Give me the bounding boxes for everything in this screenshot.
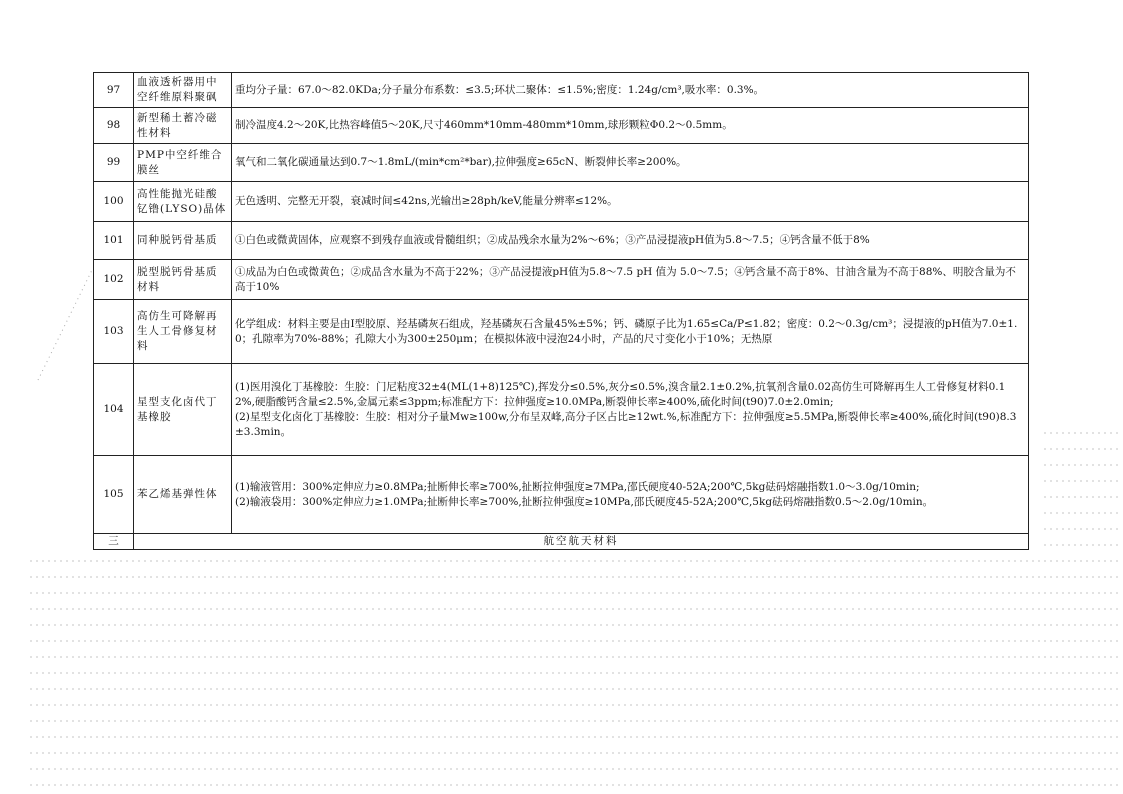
spec-text: 氧气和二氧化碳通量达到0.7～1.8mL/(min*cm²*bar),拉伸强度≥65cN、断裂伸长率≥200%。 [235,156,687,168]
material-spec [232,456,1029,534]
row-number: 104 [94,364,134,456]
material-name: 高仿生可降解再生人工骨修复材料 [134,300,232,364]
table-row [94,364,1029,456]
table-row [94,144,1029,182]
spec-text: (1)输液管用：300%定伸应力≥0.8MPa;扯断伸长率≥700%,扯断拉伸强度≥7MPa,邵氏硬度40-52A;200℃,5kg砝码熔融指数1.0～3.0g/10min; [235,480,920,493]
spec-text: (1)医用溴化丁基橡胶：生胶：门尼粘度32±4(ML(1+8)125℃),挥发分≤0.5%,灰分≤0.5%,溴含量2.1±0.2%,抗氧剂含量0.02高仿生可降解再生人工骨修复材料0.12%,硬脂酸钙含量≤2.5%,金属元素≤3ppm;标准配方下：拉伸强度≥10.0MPa,断裂伸长率≥400%,硫化时间(t90)7.0±2.0min; [235,380,1006,408]
table-row [94,260,1029,300]
table-row [94,73,1029,108]
material-spec [232,144,1029,182]
row-number: 98 [94,108,134,144]
material-spec [232,182,1029,222]
table-row [94,222,1029,260]
material-spec [232,73,1029,108]
material-name: 血液透析器用中空纤维原料聚砜 [134,73,232,108]
material-name: 苯乙烯基弹性体 [134,456,232,534]
material-name: 脱型脱钙骨基质材料 [134,260,232,300]
table-row [94,182,1029,222]
materials-table [93,72,1029,550]
section-row [94,534,1029,550]
spec-text: 化学组成：材料主要是由Ⅰ型胶原、羟基磷灰石组成，羟基磷灰石含量45%±5%；钙、磷原子比为1.65≤Ca/P≤1.82；密度：0.2～0.3g/cm³；浸提液的pH值为7.0±1.0；孔隙率为70%-88%；孔隙大小为300±250μm；在模拟体液中浸泡24小时，产品的尺寸变化小于10%；无热原 [235,317,1018,345]
spec-text: (2)星型支化卤化丁基橡胶：生胶：相对分子量Mw≥100w,分布呈双峰,高分子区占比≥12wt.%,标准配方下：拉伸强度≥5.5MPa,断裂伸长率≥400%,硫化时间(t90)8.3±3.3min。 [235,410,1017,438]
material-name: PMP中空纤维合膜丝 [134,144,232,182]
table-row [94,300,1029,364]
row-number: 99 [94,144,134,182]
table-row [94,456,1029,534]
material-spec [232,300,1029,364]
material-spec [232,222,1029,260]
spec-text: ①成品为白色或微黄色；②成品含水量为不高于22%；③产品浸提液pH值为5.8～7.5 pH 值为 5.0～7.5；④钙含量不高于8%、甘油含量为不高于88%、明胶含量为不高于10% [235,265,1016,293]
row-number: 102 [94,260,134,300]
row-number: 97 [94,73,134,108]
material-spec [232,108,1029,144]
row-number: 100 [94,182,134,222]
spec-text: 重均分子量：67.0～82.0KDa;分子量分布系数：≤3.5;环状二聚体：≤1.5%;密度：1.24g/cm³,吸水率：0.3%。 [235,83,765,96]
material-spec [232,364,1029,456]
table-row [94,108,1029,144]
material-spec [232,260,1029,300]
row-number: 103 [94,300,134,364]
material-name: 同种脱钙骨基质 [134,222,232,260]
spec-text: (2)输液袋用：300%定伸应力≥1.0MPa;扯断伸长率≥700%,扯断拉伸强度≥10MPa,邵氏硬度45-52A;200℃,5kg砝码熔融指数0.5～2.0g/10min。 [235,495,934,508]
spec-text: 制冷温度4.2～20K,比热容峰值5～20K,尺寸460mm*10mm-480mm*10mm,球形颗粒Φ0.2～0.5mm。 [235,119,733,131]
section-title: 航空航天材料 [134,534,1029,550]
material-name: 星型支化卤代丁基橡胶 [134,364,232,456]
material-name: 新型稀土蓄冷磁性材料 [134,108,232,144]
spec-text: ①白色或微黄固体，应观察不到残存血液或骨髓组织；②成品残余水量为2%～6%；③产品浸提液pH值为5.8～7.5；④钙含量不低于8% [235,234,870,246]
row-number: 105 [94,456,134,534]
spec-text: 无色透明、完整无开裂，衰减时间≤42ns,光输出≥28ph/keV,能量分辨率≤12%。 [235,195,618,207]
row-number: 101 [94,222,134,260]
section-number: 三 [94,534,134,550]
material-name: 高性能抛光硅酸钇镥(LYSO)晶体 [134,182,232,222]
